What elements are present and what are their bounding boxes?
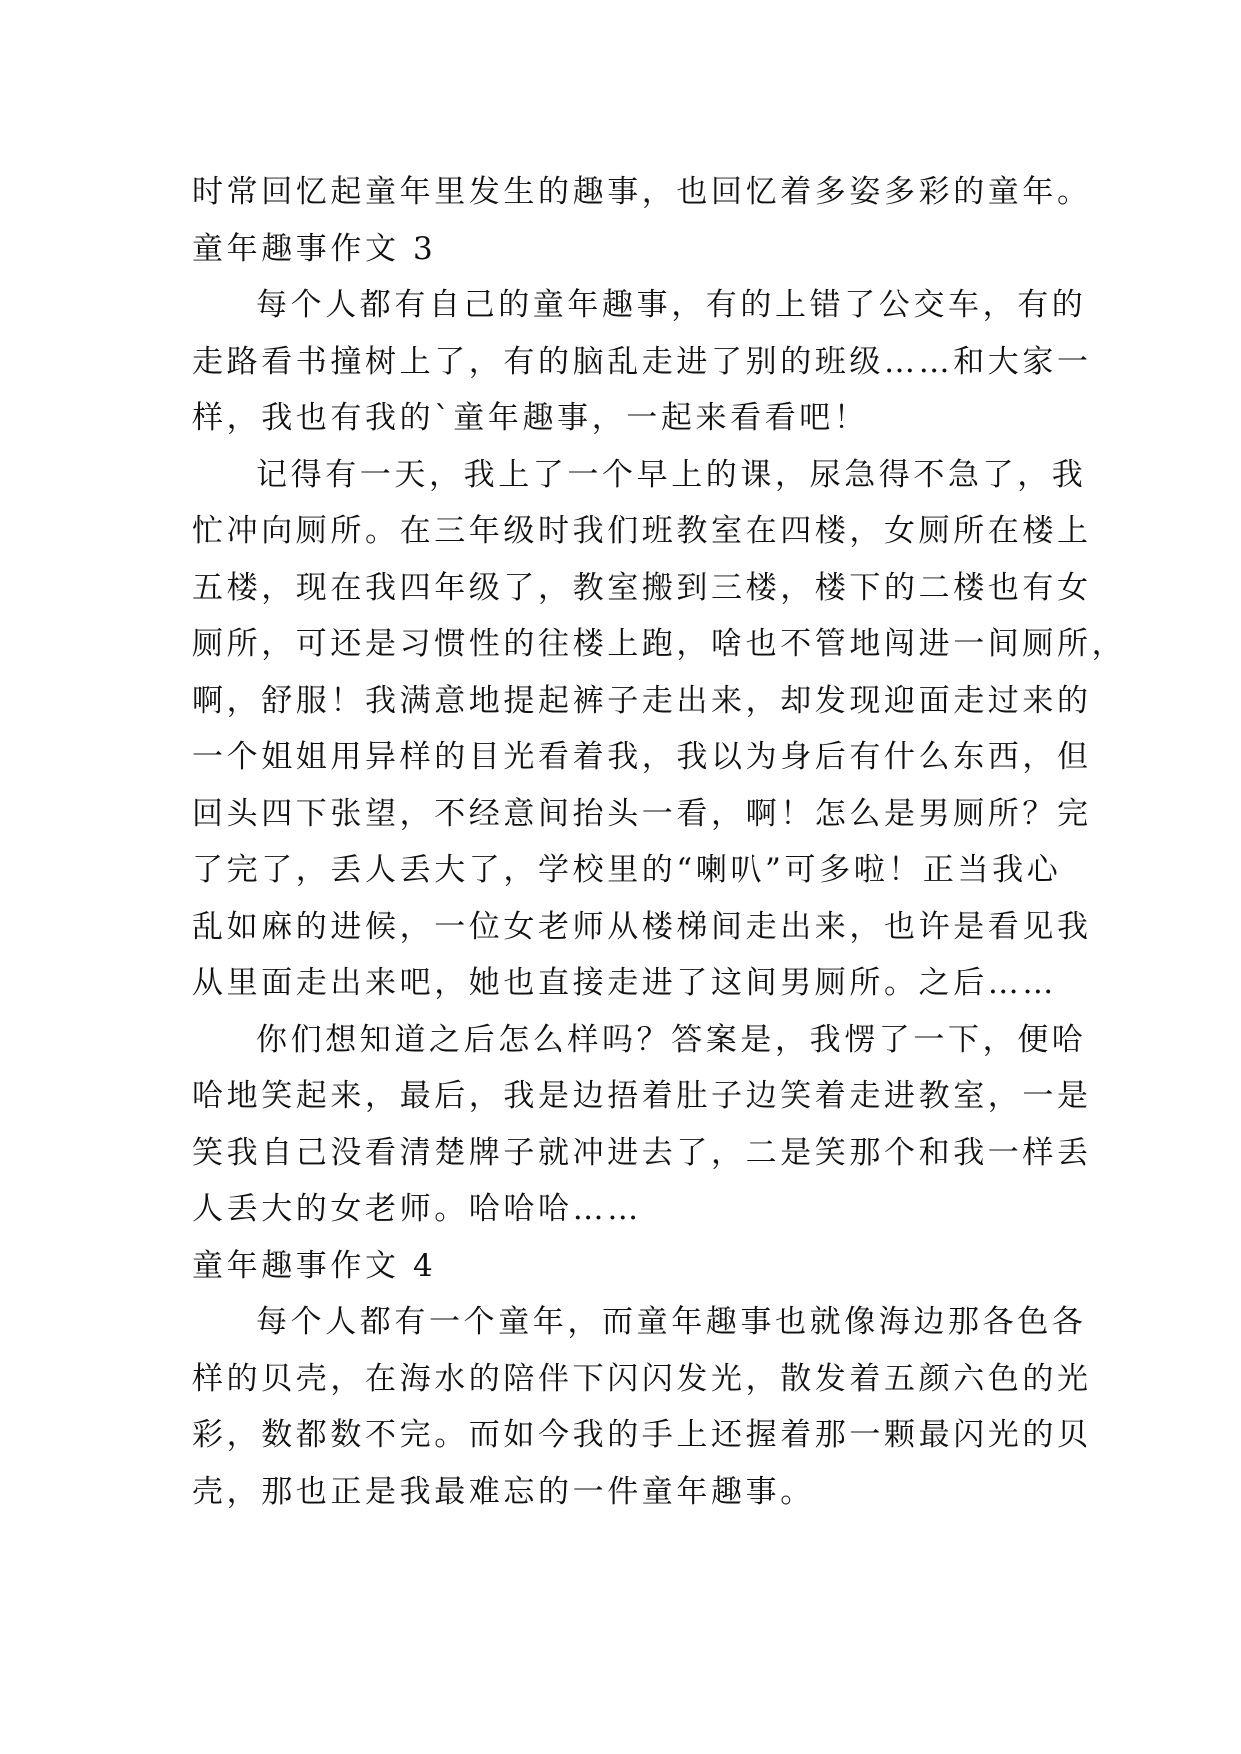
section-heading: 童年趣事作文 4 xyxy=(192,1247,437,1284)
text-line: 回头四下张望，不经意间抬头一看，啊！怎么是男厕所？完 xyxy=(192,795,1092,832)
text-line: 样，我也有我的`童年趣事，一起来看看吧！ xyxy=(192,400,869,436)
text-line: 人丢大的女老师。哈哈哈…… xyxy=(192,1191,642,1227)
text-line: 啊，舒服！我满意地提起裤子走出来，却发现迎面走过来的 xyxy=(192,682,1092,719)
text-line: 走路看书撞树上了，有的脑乱走进了别的班级……和大家一 xyxy=(192,343,1092,380)
paragraph-line: 每个人都有一个童年，而童年趣事也就像海边那各色各 xyxy=(256,1304,1087,1340)
text-line: 从里面走出来吧，她也直接走进了这间男厕所。之后…… xyxy=(192,965,1057,1001)
text-line: 彩，数都数不完。而如今我的手上还握着那一颗最闪光的贝 xyxy=(192,1417,1092,1453)
paragraph-line: 你们想知道之后怎么样吗？答案是，我愣了一下，便哈 xyxy=(256,1021,1087,1058)
text-line: 壳，那也正是我最难忘的一件童年趣事。 xyxy=(192,1473,815,1510)
text-line: 样的贝壳，在海水的陪伴下闪闪发光，散发着五颜六色的光 xyxy=(192,1360,1092,1397)
text-line: 哈地笑起来，最后，我是边捂着肚子边笑着走进教室，一是 xyxy=(192,1078,1092,1114)
text-line: 忙冲向厕所。在三年级时我们班教室在四楼，女厕所在楼上 xyxy=(192,513,1092,549)
text-line: 了完了，丢人丢大了，学校里的“喇叭”可多啦！正当我心 xyxy=(192,852,1062,888)
text-line: 五楼，现在我四年级了，教室搬到三楼，楼下的二楼也有女 xyxy=(192,569,1092,606)
paragraph-line: 记得有一天，我上了一个早上的课，尿急得不急了，我 xyxy=(256,456,1087,493)
document-body xyxy=(192,164,1127,1520)
text-line: 乱如麻的进候，一位女老师从楼梯间走出来，也许是看见我 xyxy=(192,908,1092,945)
text-line: 一个姐姐用异样的目光看着我，我以为身后有什么东西，但 xyxy=(192,739,1092,775)
text-line: 时常回忆起童年里发生的趣事，也回忆着多姿多彩的童年。 xyxy=(192,174,1092,210)
paragraph-line: 每个人都有自己的童年趣事，有的上错了公交车，有的 xyxy=(256,287,1087,323)
text-line: 笑我自己没看清楚牌子就冲进去了，二是笑那个和我一样丢 xyxy=(192,1134,1092,1171)
section-heading: 童年趣事作文 3 xyxy=(192,230,437,267)
text-line: 厕所，可还是习惯性的往楼上跑，啥也不管地闯进一间厕所， xyxy=(192,626,1127,662)
